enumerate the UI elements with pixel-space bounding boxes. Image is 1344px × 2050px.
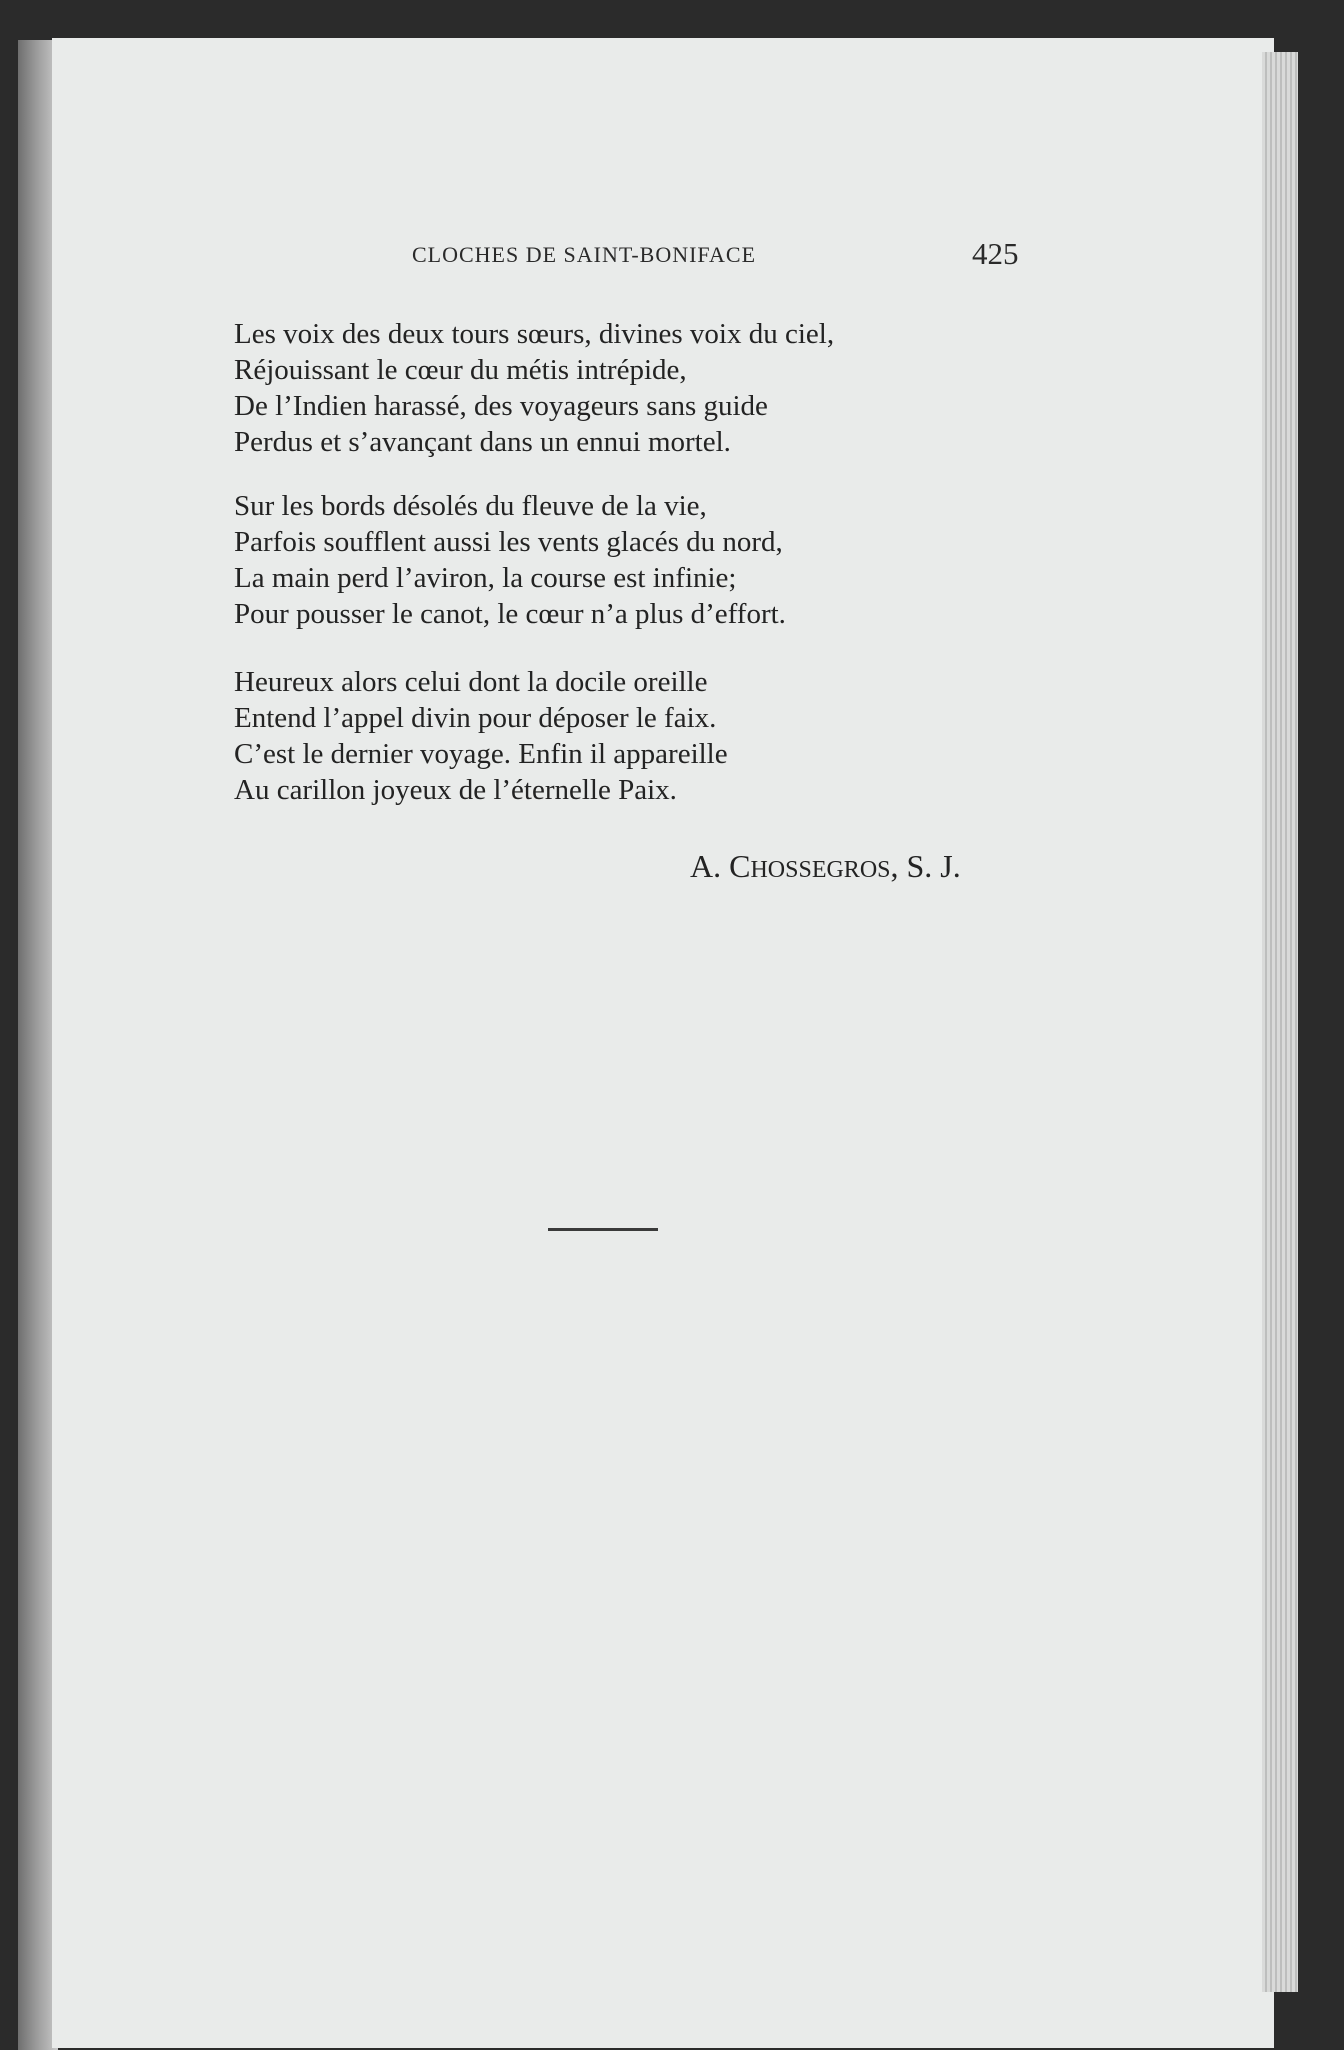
running-head: CLOCHES DE SAINT-BONIFACE <box>412 242 757 267</box>
author-suffix: , S. J. <box>890 848 961 884</box>
page-fore-edge <box>1262 52 1298 1992</box>
poem-line: La main perd l’aviron, la course est infinie; <box>234 562 737 594</box>
poem-line: Pour pousser le canot, le cœur n’a plus d’effort. <box>234 598 786 630</box>
poem-line: Les voix des deux tours sœurs, divines voix du ciel, <box>234 318 835 350</box>
poem-line: Perdus et s’avançant dans un ennui mortel. <box>234 426 731 458</box>
poem-line: Réjouissant le cœur du métis intrépide, <box>234 354 687 386</box>
poem-line: Sur les bords désolés du fleuve de la vie, <box>234 490 707 522</box>
poem-line: De l’Indien harassé, des voyageurs sans guide <box>234 390 768 422</box>
poem-stanza <box>234 316 834 460</box>
poem-stanza <box>234 488 786 632</box>
poem-line: Entend l’appel divin pour déposer le faix. <box>234 702 717 734</box>
poem-line: C’est le dernier voyage. Enfin il appareille <box>234 738 728 770</box>
page-number: 425 <box>972 236 1019 271</box>
author-surname: HOSSEGROS <box>750 857 891 883</box>
poem-stanza <box>234 664 728 808</box>
poem-line: Heureux alors celui dont la docile oreille <box>234 666 708 698</box>
author-signature <box>690 848 961 885</box>
poem-line: Parfois soufflent aussi les vents glacés du nord, <box>234 526 783 558</box>
author-initial: A. C <box>690 848 751 884</box>
section-divider <box>548 1228 658 1231</box>
poem-line: Au carillon joyeux de l’éternelle Paix. <box>234 774 677 806</box>
